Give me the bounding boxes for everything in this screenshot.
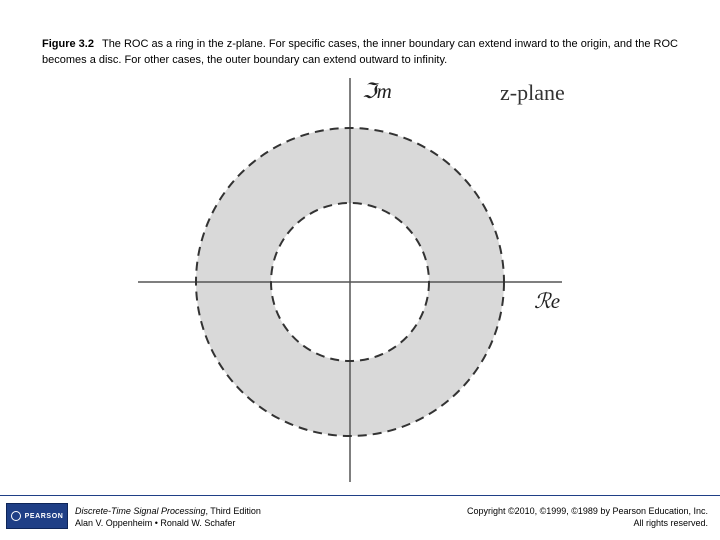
book-authors: Alan V. Oppenheim • Ronald W. Schafer <box>75 518 236 528</box>
rights-text: All rights reserved. <box>633 518 708 528</box>
plane-label: z-plane <box>500 80 565 105</box>
z-plane-svg <box>130 70 590 490</box>
imaginary-axis-label: ℑm <box>362 79 392 103</box>
figure-label: Figure 3.2 <box>42 38 94 50</box>
pearson-logo-mark-icon <box>11 511 21 521</box>
book-edition: , Third Edition <box>205 506 261 516</box>
book-title-line <box>75 505 261 517</box>
figure-caption-text: The ROC as a ring in the z-plane. For specific cases, the inner boundary can extend inward to the origin, and the ROC becomes a disc. For other cases, the outer boundary can extend outward to infinity. <box>42 38 678 66</box>
z-plane-diagram <box>130 70 590 490</box>
pearson-logo-text: PEARSON <box>24 512 64 520</box>
footer-divider <box>0 495 720 496</box>
book-title: Discrete-Time Signal Processing <box>75 506 206 516</box>
figure-caption <box>42 36 692 68</box>
copyright-text: Copyright ©2010, ©1999, ©1989 by Pearson Education, Inc. <box>466 506 708 516</box>
book-info <box>75 505 261 529</box>
copyright-notice <box>467 505 708 529</box>
pearson-logo <box>6 503 68 529</box>
real-axis-label: ℛe <box>534 289 561 313</box>
